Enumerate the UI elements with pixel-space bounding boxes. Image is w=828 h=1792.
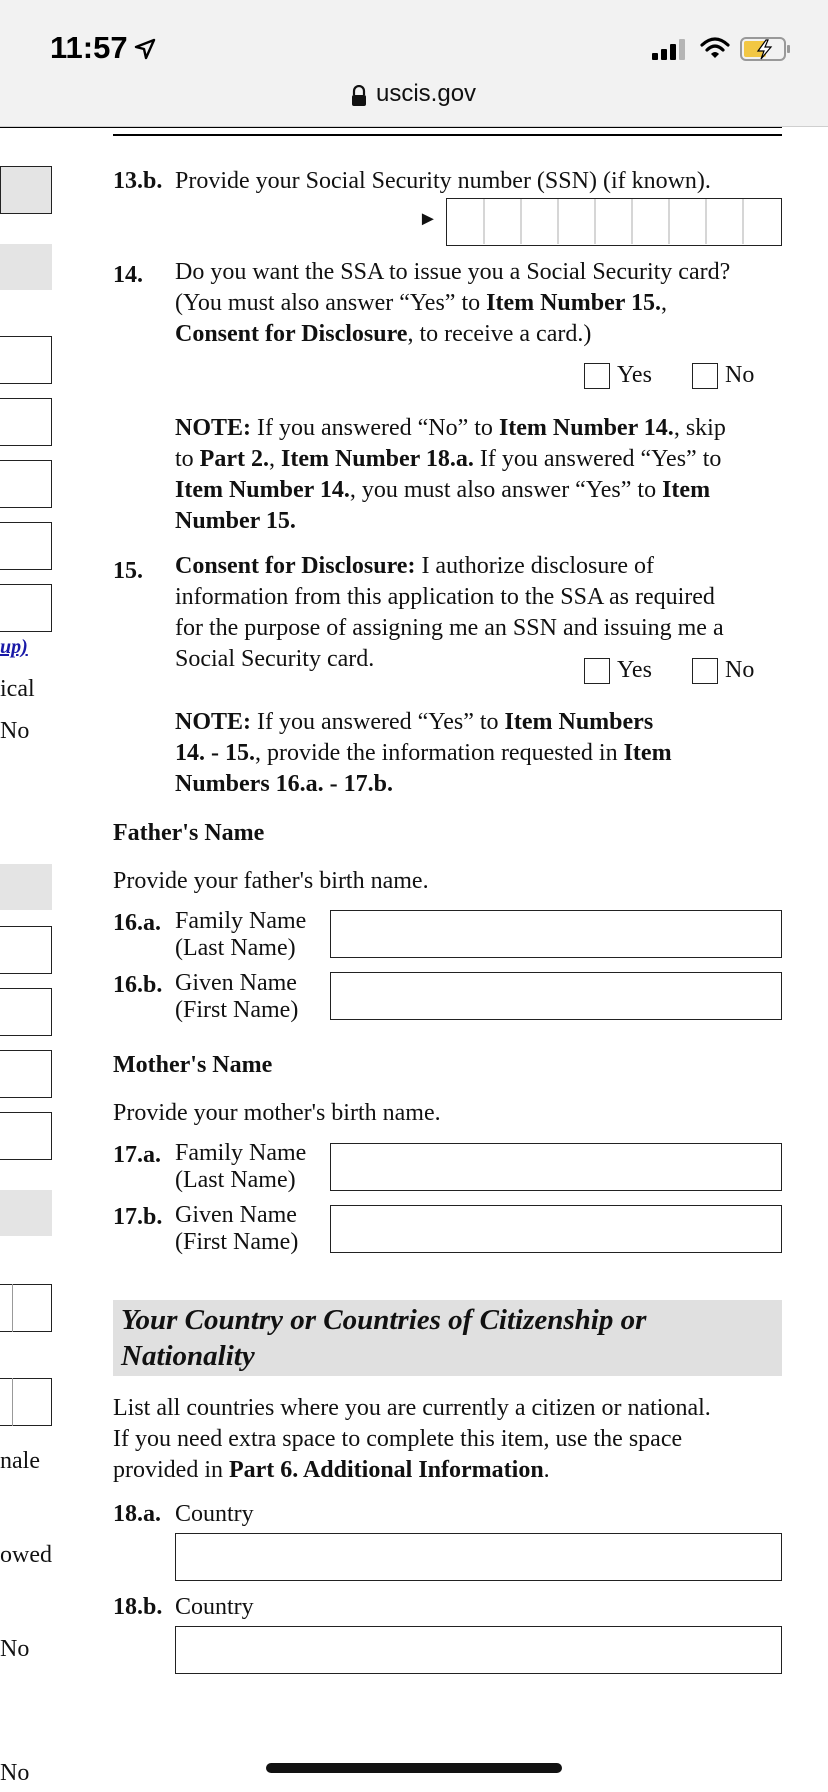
father-family-name-input[interactable]	[330, 910, 782, 958]
field-label: (First Name)	[175, 997, 299, 1023]
item-14-line2: (You must also answer “Yes” to Item Number 15.,	[175, 290, 667, 316]
play-arrow-icon: ►	[418, 208, 438, 230]
item-15-no-checkbox[interactable]	[692, 658, 718, 684]
ssn-input[interactable]	[446, 198, 782, 246]
ssn-digit-dividers	[447, 199, 780, 244]
item-15-yes-label: Yes	[617, 657, 652, 683]
left-edge-text: ical	[0, 676, 35, 702]
left-edge-field[interactable]	[0, 926, 52, 974]
clock-time: 11:57	[50, 30, 128, 65]
lock-icon	[350, 85, 368, 107]
item-number: 16.b.	[113, 972, 163, 998]
top-rule-thick	[113, 134, 782, 136]
mother-family-name-input[interactable]	[330, 1143, 782, 1191]
left-edge-text: owed	[0, 1542, 52, 1568]
note-15-line1: NOTE: If you answered “Yes” to Item Numbers	[175, 709, 654, 735]
item-14-line3: Consent for Disclosure, to receive a card.)	[175, 321, 592, 347]
left-edge-field[interactable]	[0, 398, 52, 446]
note-15-line2: 14. - 15., provide the information requested in Item	[175, 740, 672, 766]
left-edge-field[interactable]	[0, 1112, 52, 1160]
left-edge-field[interactable]	[0, 584, 52, 632]
item-15-yes-checkbox[interactable]	[584, 658, 610, 684]
field-label: (First Name)	[175, 1229, 299, 1255]
left-edge-divider	[12, 1284, 13, 1332]
note-15-line3: Numbers 16.a. - 17.b.	[175, 771, 394, 797]
item-15-line2: information from this application to the SSA as required	[175, 584, 715, 610]
item-14-line1: Do you want the SSA to issue you a Social Security card?	[175, 259, 731, 285]
citizenship-heading-line2: Nationality	[121, 1340, 255, 1372]
item-15-no-label: No	[725, 657, 755, 683]
location-arrow-icon	[134, 38, 156, 60]
field-label: (Last Name)	[175, 935, 296, 961]
citizenship-section-heading	[113, 1300, 782, 1376]
wifi-icon	[700, 36, 730, 60]
note-14-line4: Number 15.	[175, 508, 296, 534]
item-number: 16.a.	[113, 910, 161, 936]
note-14-line1: NOTE: If you answered “No” to Item Number 14., skip	[175, 415, 726, 441]
mother-name-heading: Mother's Name	[113, 1052, 273, 1078]
left-edge-gray-band	[0, 1190, 52, 1236]
left-edge-field[interactable]	[0, 522, 52, 570]
left-edge-field[interactable]	[0, 1050, 52, 1098]
citizenship-heading-line1: Your Country or Countries of Citizenship or	[121, 1304, 647, 1336]
item-number: 17.b.	[113, 1204, 163, 1230]
field-label: Family Name	[175, 908, 307, 934]
item-number: 13.b.	[113, 168, 163, 194]
item-14-yes-label: Yes	[617, 362, 652, 388]
battery-charging-icon	[740, 36, 792, 62]
field-label: (Last Name)	[175, 1167, 296, 1193]
father-given-name-input[interactable]	[330, 972, 782, 1020]
item-14-no-checkbox[interactable]	[692, 363, 718, 389]
signal-icon	[652, 38, 686, 60]
left-edge-field[interactable]	[0, 460, 52, 508]
left-edge-gray-box	[0, 166, 52, 214]
item-13b-text: Provide your Social Security number (SSN) (if known).	[175, 168, 711, 194]
item-number: 18.b.	[113, 1594, 163, 1620]
item-14-no-label: No	[725, 362, 755, 388]
home-indicator[interactable]	[266, 1763, 562, 1773]
note-14-line2: to Part 2., Item Number 18.a. If you answered “Yes” to	[175, 446, 722, 472]
left-edge-gray-band	[0, 244, 52, 290]
country-18a-input[interactable]	[175, 1533, 782, 1581]
left-edge-gray-band	[0, 864, 52, 910]
left-edge-field[interactable]	[0, 1284, 52, 1332]
item-number: 14.	[113, 262, 143, 288]
field-label: Family Name	[175, 1140, 307, 1166]
field-label: Given Name	[175, 1202, 297, 1228]
left-edge-field[interactable]	[0, 988, 52, 1036]
browser-status-bar	[0, 0, 828, 127]
item-15-line3: for the purpose of assigning me an SSN and issuing me a	[175, 615, 724, 641]
field-label: Given Name	[175, 970, 297, 996]
left-edge-text: No	[0, 1636, 30, 1662]
item-15-line1: Consent for Disclosure: I authorize disclosure of	[175, 553, 655, 579]
left-edge-text: No	[0, 718, 30, 744]
country-18b-input[interactable]	[175, 1626, 782, 1674]
citizenship-instruction-line1: List all countries where you are currently a citizen or national.	[113, 1395, 711, 1421]
mother-given-name-input[interactable]	[330, 1205, 782, 1253]
item-number: 15.	[113, 558, 143, 584]
item-number: 17.a.	[113, 1142, 161, 1168]
father-name-heading: Father's Name	[113, 820, 265, 846]
left-edge-divider	[12, 1378, 13, 1426]
citizenship-instruction-line2: If you need extra space to complete this item, use the space	[113, 1426, 683, 1452]
field-label: Country	[175, 1594, 254, 1620]
left-edge-text: No	[0, 1760, 30, 1786]
item-number: 18.a.	[113, 1501, 161, 1527]
citizenship-instruction-line3: provided in Part 6. Additional Information.	[113, 1457, 550, 1483]
father-instruction: Provide your father's birth name.	[113, 868, 429, 894]
left-edge-link[interactable]: up)	[0, 636, 28, 658]
left-edge-field[interactable]	[0, 336, 52, 384]
mother-instruction: Provide your mother's birth name.	[113, 1100, 441, 1126]
note-14-line3: Item Number 14., you must also answer “Yes” to Item	[175, 477, 711, 503]
item-15-line4: Social Security card.	[175, 646, 375, 672]
left-edge-text: nale	[0, 1448, 40, 1474]
top-rule	[0, 127, 782, 128]
address-bar-url[interactable]: uscis.gov	[376, 80, 477, 107]
item-14-yes-checkbox[interactable]	[584, 363, 610, 389]
left-edge-field[interactable]	[0, 1378, 52, 1426]
field-label: Country	[175, 1501, 254, 1527]
